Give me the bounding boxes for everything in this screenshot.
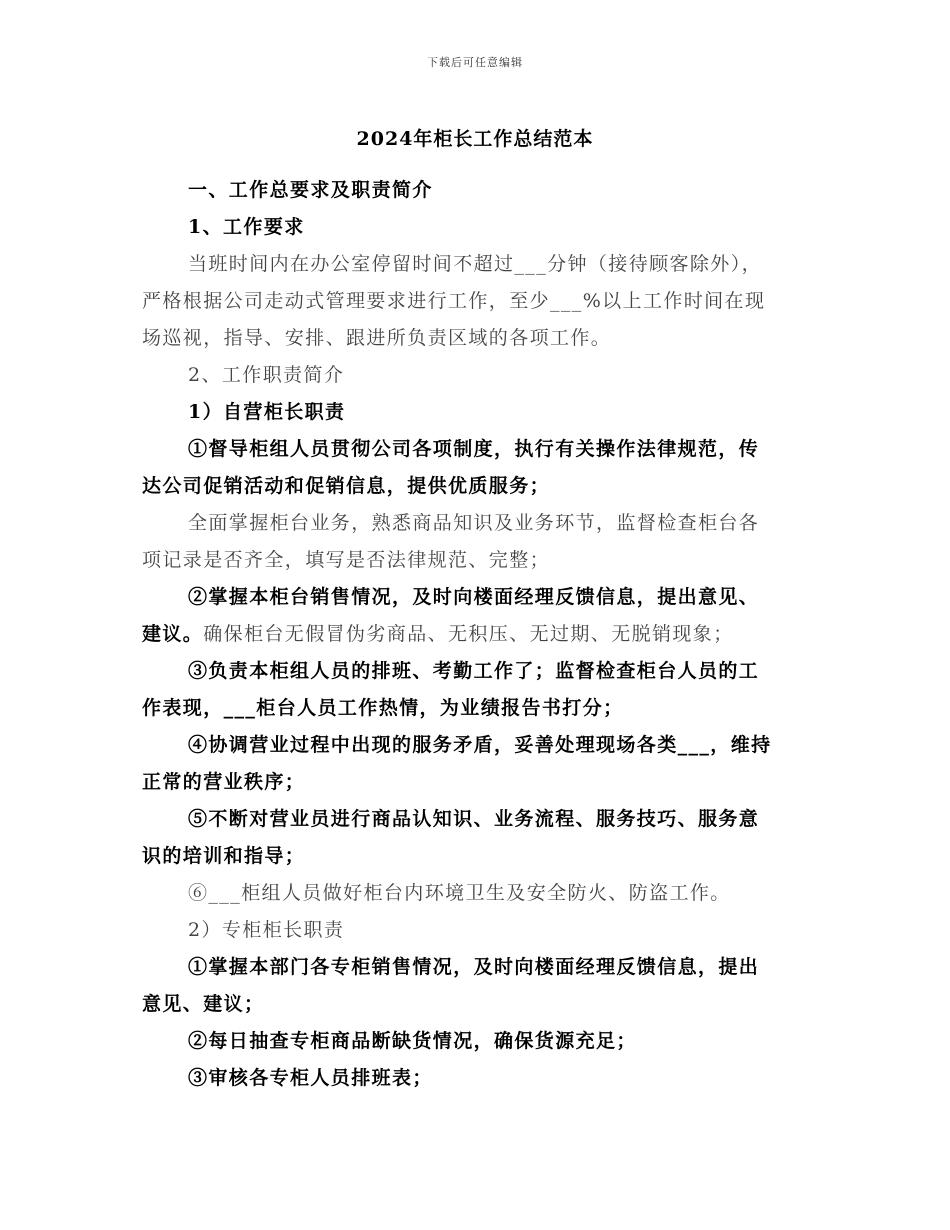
paragraph-line: 项记录是否齐全，填写是否法律规范、完整； [142, 549, 551, 571]
duty-item: ①掌握本部门各专柜销售情况，及时向楼面经理反馈信息，提出 [188, 956, 760, 978]
duty-item: 正常的营业秩序； [142, 771, 306, 793]
paragraph-line [142, 616, 810, 653]
document-body [142, 172, 810, 1097]
duty-item: ②每日抽查专柜商品断缺货情况，确保货源充足； [188, 1030, 637, 1052]
paragraph-line: 当班时间内在办公室停留时间不超过___分钟（接待顾客除外）， [188, 253, 763, 275]
header-note: 下载后可任意编辑 [427, 56, 523, 69]
paragraph-line: 场巡视，指导、安排、跟进所负责区域的各项工作。 [142, 327, 612, 349]
duty-item: ①督导柜组人员贯彻公司各项制度，执行有关操作法律规范，传 [188, 438, 760, 460]
duty-item: ②掌握本柜台销售情况，及时向楼面经理反馈信息，提出意见、 [188, 586, 760, 608]
subsection-heading: 1）自营柜长职责 [188, 401, 346, 423]
duty-item: ⑥___柜组人员做好柜台内环境卫生及安全防火、防盗工作。 [188, 882, 731, 904]
duty-item: 作表现，___柜台人员工作热情，为业绩报告书打分； [142, 697, 624, 719]
duty-item: ③审核各专柜人员排班表； [188, 1067, 433, 1089]
paragraph-line: 全面掌握柜台业务，熟悉商品知识及业务环节，监督检查柜台各 [188, 512, 760, 534]
paragraph-line: 严格根据公司走动式管理要求进行工作，至少___%以上工作时间在现 [142, 290, 766, 312]
duty-item: ④协调营业过程中出现的服务矛盾，妥善处理现场各类___，维持 [188, 734, 772, 756]
document-title: 2024年柜长工作总结范本 [356, 128, 594, 150]
duty-item-end: 建议。 [142, 623, 204, 645]
duty-item: ③负责本柜组人员的排班、考勤工作了；监督检查柜台人员的工 [188, 660, 760, 682]
subsection-heading: 2、工作职责简介 [188, 364, 345, 386]
duty-item: 达公司促销活动和促销信息，提供优质服务； [142, 475, 551, 497]
duty-item: ⑤不断对营业员进行商品认知识、业务流程、服务技巧、服务意 [188, 808, 760, 830]
duty-item-continuation: 确保柜台无假冒伪劣商品、无积压、无过期、无脱销现象； [203, 623, 734, 645]
subsection-heading: 1、工作要求 [188, 216, 305, 238]
duty-item: 识的培训和指导； [142, 845, 306, 867]
subsection-heading: 2）专柜柜长职责 [188, 919, 345, 941]
section-heading: 一、工作总要求及职责简介 [188, 179, 433, 201]
duty-item: 意见、建议； [142, 993, 265, 1015]
